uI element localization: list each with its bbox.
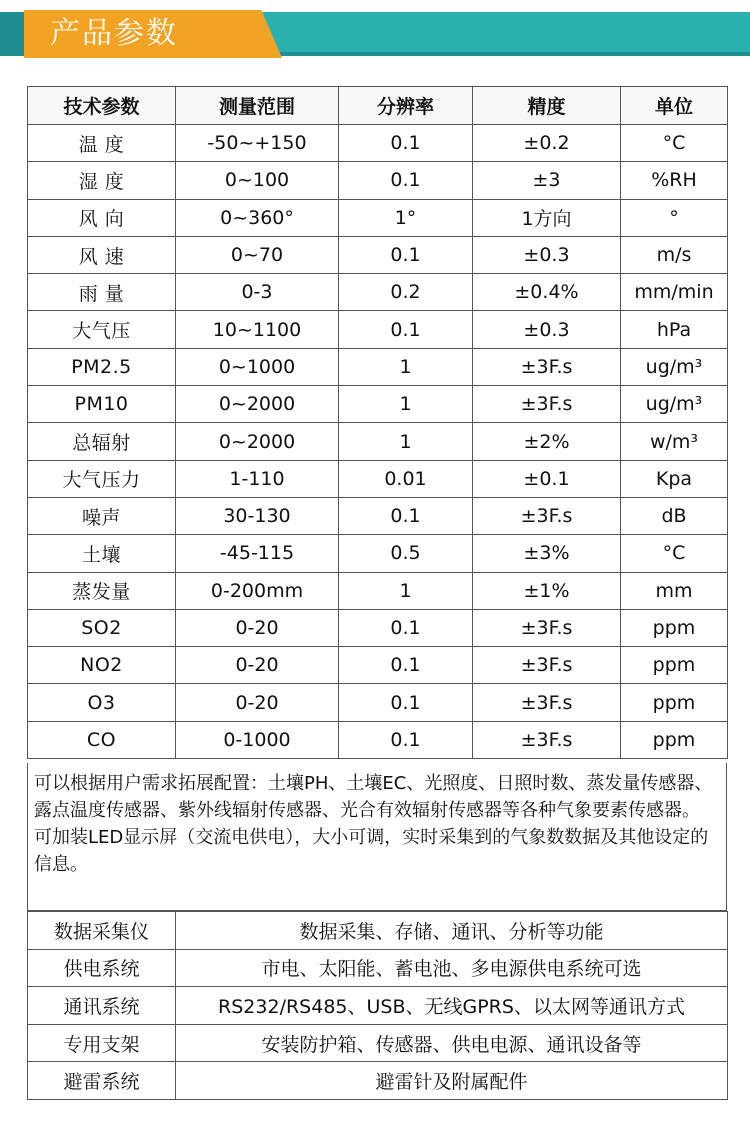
spec-cell-resolution: 0.2 [339, 274, 473, 311]
system-name: 专用支架 [28, 1024, 176, 1062]
spec-row [28, 386, 728, 423]
spec-row [28, 125, 728, 162]
spec-row [28, 535, 728, 572]
spec-cell-range: 0-1000 [176, 721, 339, 758]
spec-row [28, 609, 728, 646]
system-description: 市电、太阳能、蓄电池、多电源供电系统可选 [176, 949, 728, 987]
spec-cell-unit: ppm [621, 684, 728, 721]
spec-cell-param: PM2.5 [28, 348, 176, 385]
spec-cell-unit: ug/m³ [621, 386, 728, 423]
system-table [27, 911, 728, 1100]
system-row [28, 987, 728, 1025]
spec-row [28, 162, 728, 199]
spec-cell-unit: ppm [621, 647, 728, 684]
spec-cell-resolution: 1 [339, 386, 473, 423]
spec-row [28, 236, 728, 273]
spec-cell-range: 0~70 [176, 236, 339, 273]
spec-cell-resolution: 1 [339, 423, 473, 460]
spec-cell-range: 10~1100 [176, 311, 339, 348]
col-header-resolution: 分辨率 [339, 87, 473, 125]
system-name: 通讯系统 [28, 987, 176, 1025]
spec-cell-param: CO [28, 721, 176, 758]
spec-cell-unit: mm [621, 572, 728, 609]
spec-cell-resolution: 0.01 [339, 460, 473, 497]
spec-cell-unit: w/m³ [621, 423, 728, 460]
banner-left-block [0, 12, 26, 56]
spec-row [28, 572, 728, 609]
spec-cell-accuracy: ±3F.s [473, 609, 621, 646]
spec-cell-param: 湿 度 [28, 162, 176, 199]
spec-cell-param: 温 度 [28, 125, 176, 162]
spec-cell-resolution: 0.1 [339, 125, 473, 162]
spec-cell-param: 总辐射 [28, 423, 176, 460]
spec-cell-resolution: 0.5 [339, 535, 473, 572]
spec-cell-range: 0-20 [176, 684, 339, 721]
spec-row [28, 423, 728, 460]
spec-cell-range: 1-110 [176, 460, 339, 497]
spec-cell-unit: m/s [621, 236, 728, 273]
spec-cell-range: 0-20 [176, 647, 339, 684]
spec-cell-accuracy: ±0.3 [473, 236, 621, 273]
spec-cell-resolution: 0.1 [339, 721, 473, 758]
spec-cell-accuracy: ±3% [473, 535, 621, 572]
spec-cell-range: 30-130 [176, 497, 339, 534]
spec-cell-range: 0~2000 [176, 423, 339, 460]
spec-cell-accuracy: ±0.1 [473, 460, 621, 497]
col-header-range: 测量范围 [176, 87, 339, 125]
spec-cell-resolution: 1 [339, 348, 473, 385]
spec-cell-param: NO2 [28, 647, 176, 684]
spec-cell-unit: mm/min [621, 274, 728, 311]
spec-cell-accuracy: ±0.2 [473, 125, 621, 162]
spec-cell-resolution: 0.1 [339, 162, 473, 199]
spec-cell-accuracy: ±3F.s [473, 348, 621, 385]
page-title: 产品参数 [50, 16, 178, 51]
spec-cell-unit: hPa [621, 311, 728, 348]
spec-cell-resolution: 1 [339, 572, 473, 609]
spec-cell-param: PM10 [28, 386, 176, 423]
spec-cell-range: 0-20 [176, 609, 339, 646]
spec-cell-param: 大气压力 [28, 460, 176, 497]
spec-cell-resolution: 1° [339, 199, 473, 236]
col-header-unit: 单位 [621, 87, 728, 125]
spec-cell-accuracy: ±3F.s [473, 684, 621, 721]
system-name: 避雷系统 [28, 1062, 176, 1100]
col-header-param: 技术参数 [28, 87, 176, 125]
spec-cell-param: 土壤 [28, 535, 176, 572]
system-name: 供电系统 [28, 949, 176, 987]
system-row [28, 912, 728, 950]
spec-cell-unit: %RH [621, 162, 728, 199]
spec-cell-param: 雨 量 [28, 274, 176, 311]
spec-cell-param: 风 向 [28, 199, 176, 236]
spec-cell-accuracy: 1方向 [473, 199, 621, 236]
system-description: RS232/RS485、USB、无线GPRS、以太网等通讯方式 [176, 987, 728, 1025]
spec-cell-unit: °C [621, 535, 728, 572]
spec-cell-param: 风 速 [28, 236, 176, 273]
spec-row [28, 497, 728, 534]
spec-cell-resolution: 0.1 [339, 684, 473, 721]
spec-cell-param: 噪声 [28, 497, 176, 534]
spec-cell-unit: ppm [621, 609, 728, 646]
system-row [28, 949, 728, 987]
spec-row [28, 684, 728, 721]
spec-cell-range: 0-3 [176, 274, 339, 311]
spec-cell-accuracy: ±3F.s [473, 386, 621, 423]
spec-cell-range: 0~2000 [176, 386, 339, 423]
spec-cell-accuracy: ±0.4% [473, 274, 621, 311]
extension-note [27, 763, 727, 911]
spec-cell-resolution: 0.1 [339, 236, 473, 273]
spec-cell-accuracy: ±2% [473, 423, 621, 460]
system-row [28, 1024, 728, 1062]
spec-cell-param: SO2 [28, 609, 176, 646]
spec-cell-unit: °C [621, 125, 728, 162]
spec-cell-resolution: 0.1 [339, 311, 473, 348]
spec-cell-range: 0~1000 [176, 348, 339, 385]
spec-cell-unit: Kpa [621, 460, 728, 497]
spec-cell-accuracy: ±3 [473, 162, 621, 199]
spec-cell-accuracy: ±3F.s [473, 721, 621, 758]
note-led-text: 可加装LED显示屏（交流电供电），大小可调，实时采集到的气象数数据及其他设定的信息。 [34, 827, 709, 875]
system-description: 安装防护箱、传感器、供电电源、通讯设备等 [176, 1024, 728, 1062]
spec-cell-unit: ppm [621, 721, 728, 758]
header-banner [0, 0, 750, 70]
spec-table [27, 86, 728, 759]
spec-cell-range: 0-200mm [176, 572, 339, 609]
system-row [28, 1062, 728, 1100]
spec-cell-accuracy: ±3F.s [473, 497, 621, 534]
spec-cell-unit: ug/m³ [621, 348, 728, 385]
spec-cell-unit: dB [621, 497, 728, 534]
spec-cell-range: -50~+150 [176, 125, 339, 162]
spec-cell-range: -45-115 [176, 535, 339, 572]
spec-cell-param: 蒸发量 [28, 572, 176, 609]
spec-row [28, 647, 728, 684]
spec-cell-resolution: 0.1 [339, 497, 473, 534]
spec-cell-param: 大气压 [28, 311, 176, 348]
spec-cell-accuracy: ±3F.s [473, 647, 621, 684]
spec-cell-range: 0~360° [176, 199, 339, 236]
spec-row [28, 311, 728, 348]
spec-cell-range: 0~100 [176, 162, 339, 199]
spec-cell-resolution: 0.1 [339, 647, 473, 684]
system-name: 数据采集仪 [28, 912, 176, 950]
spec-row [28, 348, 728, 385]
spec-cell-unit: ° [621, 199, 728, 236]
spec-cell-accuracy: ±1% [473, 572, 621, 609]
spec-header-row [28, 87, 728, 125]
spec-row [28, 274, 728, 311]
spec-row [28, 199, 728, 236]
note-extension-text: 可以根据用户需求拓展配置：土壤PH、土壤EC、光照度、日照时数、蒸发量传感器、露点温度传感器、紫外线辐射传感器、光合有效辐射传感器等各种气象要素传感器。 [34, 773, 713, 821]
spec-row [28, 460, 728, 497]
spec-cell-param: O3 [28, 684, 176, 721]
system-description: 避雷针及附属配件 [176, 1062, 728, 1100]
spec-row [28, 721, 728, 758]
col-header-accuracy: 精度 [473, 87, 621, 125]
spec-cell-accuracy: ±0.3 [473, 311, 621, 348]
system-description: 数据采集、存储、通讯、分析等功能 [176, 912, 728, 950]
spec-cell-resolution: 0.1 [339, 609, 473, 646]
